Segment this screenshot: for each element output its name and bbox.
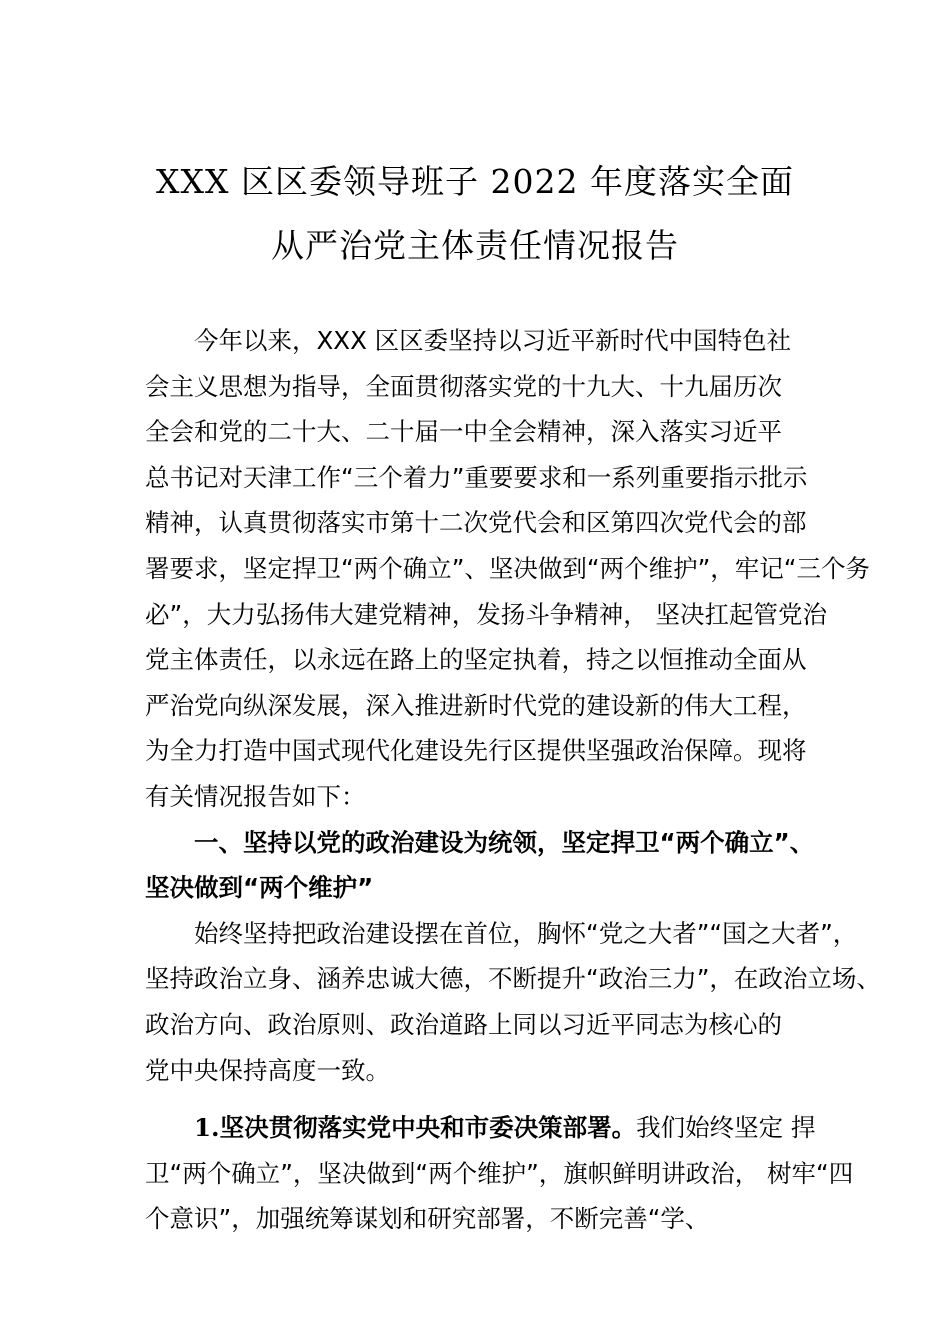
intro-line: 党主体责任，以永远在路上的坚定执着，持之以恒推动全面从 [145,645,807,675]
subsection-1 [145,1105,854,1242]
intro-line: 全会和党的二十大、二十届一中全会精神，深入落实习近平 [145,417,782,447]
paragraph-line: 坚持政治立身、涵养忠诚大德，不断提升“政治三力”，在政治立场、 [145,964,881,994]
title-line-1: XXX 区区委领导班子 2022 年度落实全面 [156,162,794,201]
intro-line: 今年以来，XXX 区区委坚持以习近平新时代中国特色社 [194,326,792,355]
section-heading-line: 一、坚持以党的政治建设为统领，坚定捍卫“两个确立”、 [194,827,815,857]
section-heading-1 [145,820,835,911]
intro-paragraph [145,318,870,820]
intro-line: 严治党向纵深发展，深入推进新时代党的建设新的伟大工程， [145,690,807,720]
subsection-heading: 1.坚决贯彻落实党中央和市委决策部署。 [194,1113,637,1143]
subsection-line: 卫“两个确立”，坚决做到“两个维护”，旗帜鲜明讲政治， 树牢“四 [145,1158,854,1188]
intro-line: 必”，大力弘扬伟大建党精神，发扬斗争精神， 坚决扛起管党治 [145,599,827,629]
intro-line: 精神，认真贯彻落实市第十二次党代会和区第四次党代会的部 [145,508,807,538]
paragraph-line: 始终坚持把政治建设摆在首位，胸怀“党之大者”“国之大者”， [194,918,858,948]
section-1-paragraph [145,911,881,1093]
subsection-line: 个意识”，加强统筹谋划和研究部署，不断完善“学、 [145,1204,710,1234]
subsection-first-line [145,1105,835,1151]
document-title [0,150,950,278]
paragraph-line: 政治方向、政治原则、政治道路上同以习近平同志为核心的 [145,1009,782,1039]
title-line-2: 从严治党主体责任情况报告 [271,226,679,265]
subsection-text: 我们始终坚定 捍 [636,1113,816,1143]
intro-line: 会主义思想为指导，全面贯彻落实党的十九大、十九届历次 [145,371,782,401]
paragraph-line: 党中央保持高度一致。 [145,1055,390,1085]
intro-line: 署要求，坚定捍卫“两个确立”、坚决做到“两个维护”，牢记“三个务 [145,553,870,583]
document-body [145,318,881,1242]
intro-line: 总书记对天津工作“三个着力”重要要求和一系列重要指示批示 [145,462,808,492]
section-heading-line: 坚决做到“两个维护” [145,873,374,903]
intro-line: 有关情况报告如下： [145,781,366,811]
intro-line: 为全力打造中国式现代化建设先行区提供坚强政治保障。现将 [145,736,807,766]
